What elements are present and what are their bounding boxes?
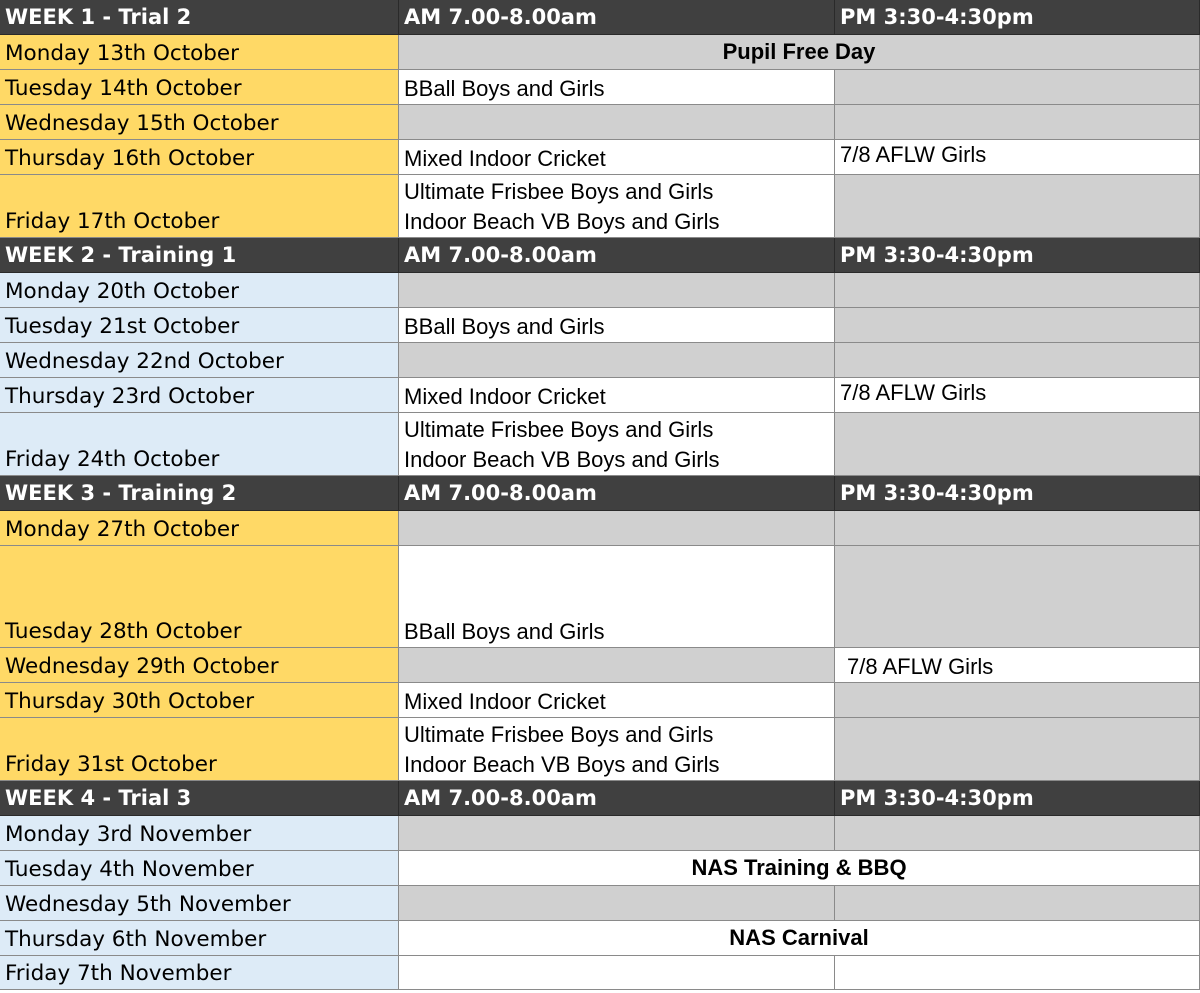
day-label: Thursday 16th October xyxy=(0,140,399,175)
event-text: NAS Carnival xyxy=(729,925,869,950)
day-label: Friday 31st October xyxy=(0,718,399,781)
pm-column-header: PM 3:30-4:30pm xyxy=(835,476,1200,511)
am-session-cell[interactable] xyxy=(399,511,835,546)
pm-session-cell[interactable] xyxy=(835,718,1200,781)
am-column-header: AM 7.00-8.00am xyxy=(399,0,835,35)
pm-session-cell[interactable] xyxy=(835,70,1200,105)
activity-text: BBall Boys and Girls xyxy=(404,619,605,644)
am-session-cell[interactable] xyxy=(399,70,835,105)
activity-text: Indoor Beach VB Boys and Girls xyxy=(404,752,720,777)
am-column-header: AM 7.00-8.00am xyxy=(399,476,835,511)
pm-session-cell[interactable] xyxy=(835,105,1200,140)
am-session-cell[interactable] xyxy=(399,683,835,718)
pm-column-header: PM 3:30-4:30pm xyxy=(835,238,1200,273)
day-label: Wednesday 5th November xyxy=(0,886,399,921)
week-title: WEEK 1 - Trial 2 xyxy=(0,0,399,35)
week-title: WEEK 3 - Training 2 xyxy=(0,476,399,511)
pm-session-cell[interactable] xyxy=(835,511,1200,546)
activity-text: Ultimate Frisbee Boys and Girls xyxy=(404,417,714,442)
day-label: Thursday 30th October xyxy=(0,683,399,718)
day-label: Thursday 6th November xyxy=(0,921,399,956)
am-session-cell[interactable] xyxy=(399,273,835,308)
activity-text: Mixed Indoor Cricket xyxy=(404,146,606,171)
pm-session-cell[interactable] xyxy=(835,413,1200,476)
activity-text: Indoor Beach VB Boys and Girls xyxy=(404,209,720,234)
activity-text: Ultimate Frisbee Boys and Girls xyxy=(404,179,714,204)
day-label: Tuesday 14th October xyxy=(0,70,399,105)
pm-session-cell[interactable] xyxy=(835,546,1200,648)
am-session-cell[interactable] xyxy=(399,140,835,175)
am-session-cell[interactable] xyxy=(399,546,835,648)
pm-session-cell[interactable] xyxy=(835,683,1200,718)
am-session-cell[interactable] xyxy=(399,956,835,990)
day-label: Monday 13th October xyxy=(0,35,399,70)
merged-event-cell[interactable] xyxy=(399,921,1200,956)
am-session-cell[interactable] xyxy=(399,413,835,476)
day-label: Wednesday 15th October xyxy=(0,105,399,140)
event-text: NAS Training & BBQ xyxy=(691,855,907,880)
am-session-cell[interactable] xyxy=(399,378,835,413)
am-column-header: AM 7.00-8.00am xyxy=(399,781,835,816)
week-title: WEEK 4 - Trial 3 xyxy=(0,781,399,816)
activity-text: 7/8 AFLW Girls xyxy=(847,654,994,679)
day-label: Friday 24th October xyxy=(0,413,399,476)
am-session-cell[interactable] xyxy=(399,105,835,140)
pm-session-cell[interactable] xyxy=(835,308,1200,343)
event-text: Pupil Free Day xyxy=(722,39,876,64)
day-label: Tuesday 28th October xyxy=(0,546,399,648)
am-session-cell[interactable] xyxy=(399,175,835,238)
activity-text: BBall Boys and Girls xyxy=(404,314,605,339)
pm-session-cell[interactable] xyxy=(835,273,1200,308)
am-column-header: AM 7.00-8.00am xyxy=(399,238,835,273)
activity-text: Mixed Indoor Cricket xyxy=(404,384,606,409)
am-session-cell[interactable] xyxy=(399,308,835,343)
activity-text: 7/8 AFLW Girls xyxy=(840,380,987,405)
day-label: Tuesday 4th November xyxy=(0,851,399,886)
day-label: Monday 20th October xyxy=(0,273,399,308)
pm-session-cell[interactable] xyxy=(835,343,1200,378)
merged-event-cell[interactable] xyxy=(399,851,1200,886)
activity-text: Mixed Indoor Cricket xyxy=(404,689,606,714)
am-session-cell[interactable] xyxy=(399,886,835,921)
day-label: Friday 7th November xyxy=(0,956,399,990)
day-label: Monday 3rd November xyxy=(0,816,399,851)
pm-session-cell[interactable] xyxy=(835,378,1200,413)
am-session-cell[interactable] xyxy=(399,718,835,781)
am-session-cell[interactable] xyxy=(399,343,835,378)
activity-text: Indoor Beach VB Boys and Girls xyxy=(404,447,720,472)
day-label: Thursday 23rd October xyxy=(0,378,399,413)
pm-session-cell[interactable] xyxy=(835,648,1200,683)
activity-text: Ultimate Frisbee Boys and Girls xyxy=(404,722,714,747)
am-session-cell[interactable] xyxy=(399,648,835,683)
week-title: WEEK 2 - Training 1 xyxy=(0,238,399,273)
pm-column-header: PM 3:30-4:30pm xyxy=(835,781,1200,816)
day-label: Friday 17th October xyxy=(0,175,399,238)
pm-column-header: PM 3:30-4:30pm xyxy=(835,0,1200,35)
day-label: Wednesday 22nd October xyxy=(0,343,399,378)
pm-session-cell[interactable] xyxy=(835,140,1200,175)
day-label: Tuesday 21st October xyxy=(0,308,399,343)
activity-text: 7/8 AFLW Girls xyxy=(840,142,987,167)
merged-event-cell[interactable] xyxy=(399,35,1200,70)
activity-text: BBall Boys and Girls xyxy=(404,76,605,101)
day-label: Wednesday 29th October xyxy=(0,648,399,683)
pm-session-cell[interactable] xyxy=(835,816,1200,851)
pm-session-cell[interactable] xyxy=(835,886,1200,921)
day-label: Monday 27th October xyxy=(0,511,399,546)
pm-session-cell[interactable] xyxy=(835,175,1200,238)
pm-session-cell[interactable] xyxy=(835,956,1200,990)
am-session-cell[interactable] xyxy=(399,816,835,851)
